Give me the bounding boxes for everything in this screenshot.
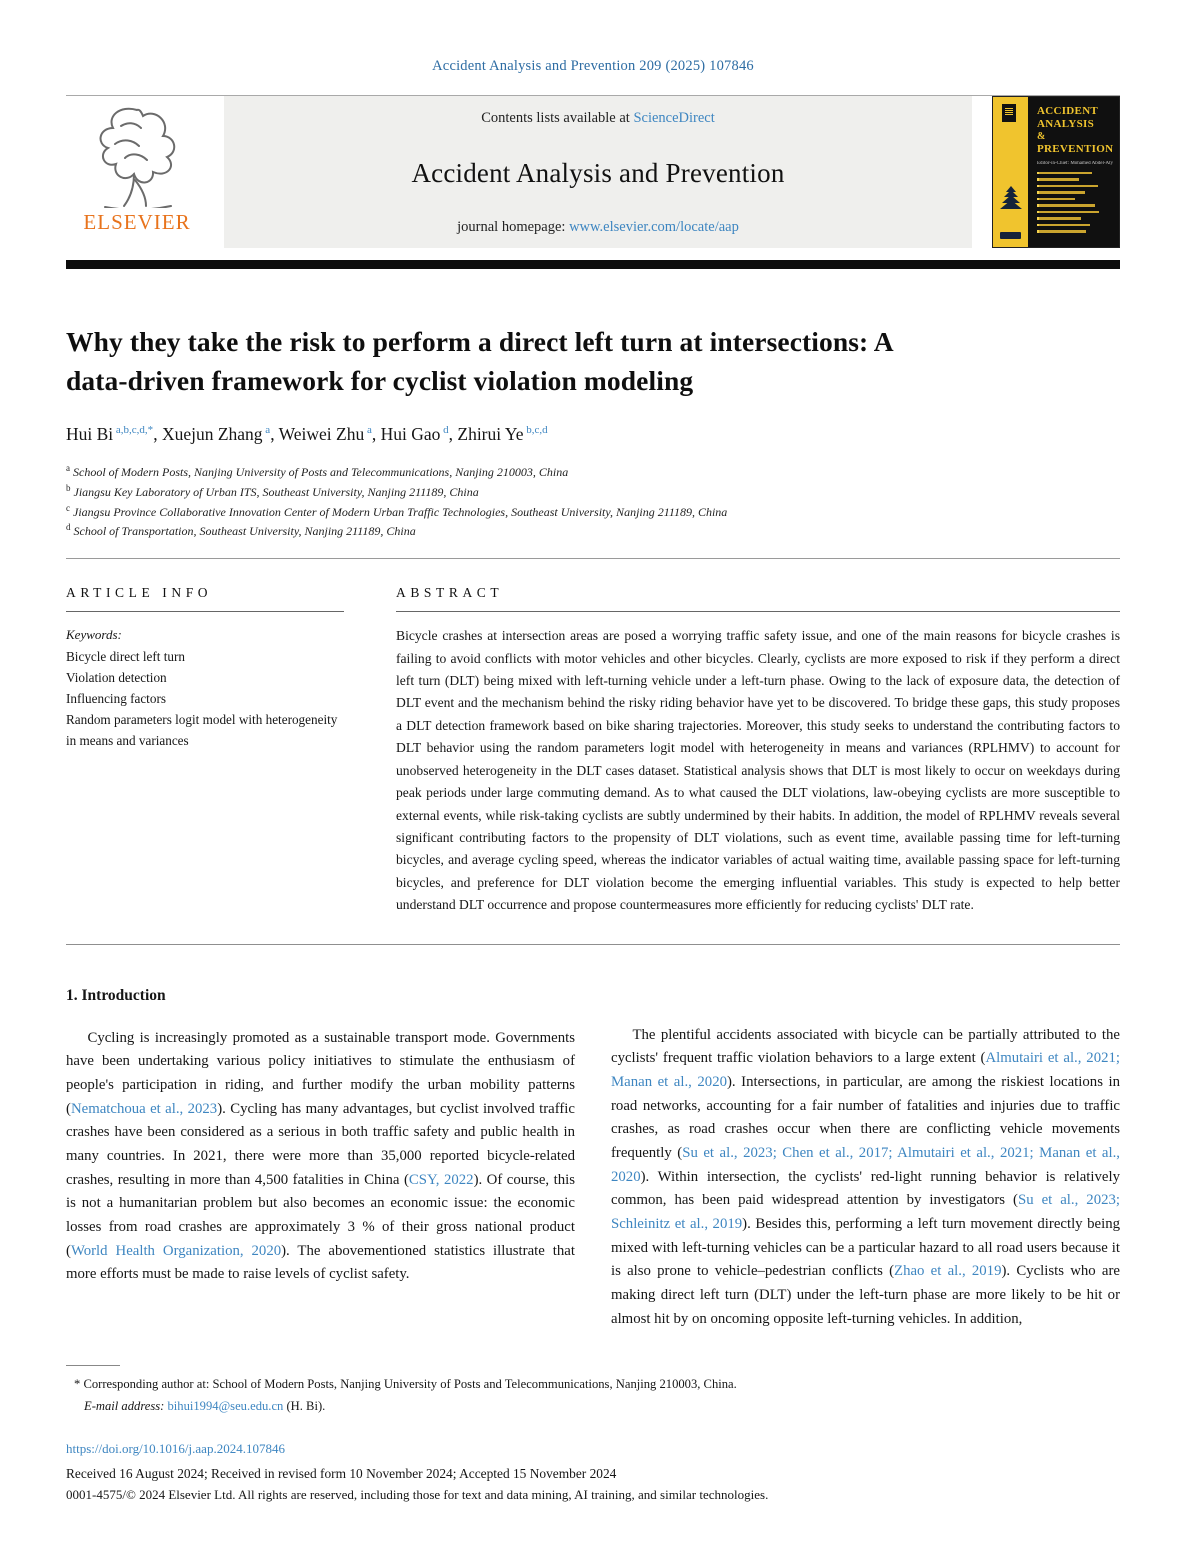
abstract-bottom-divider (66, 944, 1120, 945)
keywords-block (66, 625, 344, 751)
journal-banner (224, 96, 972, 248)
cover-title-line1: ACCIDENT (1037, 105, 1099, 117)
intro-paragraph-right: The plentiful accidents associated with bicycle can be partially attributed to the cyclists' frequent traffic violation behaviors to a large extent (Almutairi et al., 2021; Manan et al., 2020). Intersections, in particular, are among the riskiest locations in road networks, accounting for a fair number of fatalities and injuries due to traffic crashes, as road crashes occur when there are conflicting vehicle movements frequently (Su et al., 2023; Chen et al., 2017; Almutairi et al., 2021; Manan et al., 2020). Within intersection, the cyclists' red-light running behavior is relatively common, has been paid widespread attention by investigators (Su et al., 2023; Schleinitz et al., 2019). Besides this, performing a left turn movement directly being mixed with left-turning vehicles can be a particular hazard to all road users because it is also prone to vehicle–pedestrian conflicts (Zhao et al., 2019). Cyclists who are making direct left turn (DLT) under the left-turn phase are more likely to be hit or almost hit by on oncoming opposite left-turning vehicles. In addition, (611, 1026, 1121, 1327)
doi-link[interactable]: https://doi.org/10.1016/j.aap.2024.107846 (66, 1441, 285, 1457)
cover-editor-line: Editor-in-Chief: Mohamed Abdel-Aty (1037, 160, 1113, 166)
cover-title-line4: PREVENTION (1037, 142, 1114, 155)
text-link[interactable]: a (262, 424, 271, 437)
cover-tree-icon (999, 186, 1022, 217)
affiliation-divider (66, 558, 1120, 559)
text-link[interactable]: Su et al., 2023; Chen et al., 2017; Almutairi et al., 2021; Manan et al., 2020 (611, 1145, 1120, 1185)
text-link[interactable]: Zhao et al., 2019 (894, 1263, 1002, 1280)
info-abstract-section (66, 585, 1120, 916)
cover-emblem-icon (1002, 104, 1016, 122)
copyright-line: 0001-4575/© 2024 Elsevier Ltd. All rights are reserved, including those for text and data mining, AI training, and similar technologies. (66, 1487, 769, 1503)
article-footer (66, 1441, 1120, 1503)
journal-cover-thumbnail[interactable] (992, 96, 1120, 248)
text-link[interactable]: www.elsevier.com/locate/aap (569, 219, 739, 235)
text-link[interactable]: CSY, 2022 (408, 1171, 474, 1188)
affiliation-c: $^c$ Jiangsu Province Collaborative Innovation Center of Modern Urban Traffic Technologies, Southeast University, Nanjing 211189, China (66, 502, 728, 519)
abstract-text: Bicycle crashes at intersection areas are posed a worrying traffic safety issue, and one of the main reasons for bicycle crashes is failing to avoid conflicts with motor vehicles and other bicycles. Clearly, cyclists are more exposed to risk if they perform a direct left turn (DLT) being mixed with left-turning vehicle under a left-turn phase. Owing to the lack of exposure data, the detection of DLT event and the mechanism behind the risky riding behavior have yet to be discovered. To bridge these gaps, this study proposes a DLT detection framework based on bike sharing trajectories. Moreover, this study seeks to understand the contributing factors to DLT behavior using the random parameters logit model with heterogeneity in means and variances (RPLHMV) to account for unobserved heterogeneity in the DLT cases dataset. Statistical analysis shows that DLT is most likely to occur on weekdays during peak periods under large commuting demand. As to what caused the DLT violations, law-obeying cyclists are more susceptible to external events, while risk-taking cyclists are subtly undermined by their habits. In addition, the model of RPLHMV reveals several significant contributing factors to the propensity of DLT violations, such as event time, available passing time for left-turning bicycles, and average cycling speed, whereas the indicator variables of actual waiting time, available passing space for left-turning bicycles, and preference for DLT violation become the emerging influential variables. This study is expected to help better understand DLT occurrence and propose countermeasures more efficiently for reducing cyclists' DLT rate. (396, 628, 1120, 913)
text-link[interactable]: a,b,c,d,* (113, 424, 154, 437)
contents-line: Contents lists available at ScienceDirect (481, 110, 715, 126)
journal-header (66, 96, 1120, 248)
received-dates: Received 16 August 2024; Received in revised form 10 November 2024; Accepted 15 November 2024 (66, 1466, 617, 1482)
elsevier-tree-icon (85, 104, 189, 208)
article-info-heading: ARTICLE INFO (66, 585, 213, 601)
cover-topic-list (1037, 172, 1113, 233)
keyword-item: Violation detection (66, 670, 167, 686)
corresponding-author-note: * Corresponding author at: School of Modern Posts, Nanjing University of Posts and Telecommunications, Nanjing 210003, China. (74, 1377, 737, 1392)
footnote-rule (66, 1365, 120, 1366)
right-column (611, 987, 1120, 1332)
header-black-bar (66, 260, 1120, 269)
cover-title-line2: ANALYSIS (1037, 117, 1095, 130)
text-link[interactable]: Almutairi et al., 2021; Manan et al., 2020 (611, 1050, 1121, 1091)
cover-yellow-strip (993, 97, 1028, 247)
text-link[interactable]: World Health Organization, 2020 (70, 1242, 282, 1259)
introduction-section (66, 987, 1120, 1332)
author-list: Hui Bi $^{a,b,c,d,*}$, Xuejun Zhang $^a$, Weiwei Zhu $^a$, Hui Gao $^d$, Zhirui Ye $^{b,c,d}$ (66, 424, 548, 444)
text-link[interactable]: ScienceDirect (633, 110, 715, 126)
article-info-rule (66, 611, 344, 612)
affiliation-a: $^a$ School of Modern Posts, Nanjing University of Posts and Telecommunications, Nanjing 210003, China (66, 463, 569, 479)
abstract-column (396, 585, 1120, 916)
keywords-label: Keywords: (66, 627, 122, 643)
journal-citation[interactable]: Accident Analysis and Prevention 209 (2025) 107846 (432, 58, 754, 74)
intro-paragraph-left: Cycling is increasingly promoted as a sustainable transport mode. Governments have been undertaking various policy initiatives to stimulate the enthusiasm of people's participation in riding, and further modify the urban mobility patterns (Nematchoua et al., 2023). Cycling has many advantages, but cyclist involved traffic crashes have been considered as a serious in both traffic safety and public health in many countries. In 2021, there were more than 35,000 reported bicycle-related crashes, resulting in more than 4,500 fatalities in China (CSY, 2022). Of course, this is not a humanitarian problem but also becomes an economic issue: the economic losses from road crashes are approximately 3 % of their gross national product (World Health Organization, 2020). The abovementioned statistics illustrate that more efforts must be made to raise levels of cyclist safety. (66, 1029, 575, 1283)
cover-main-panel (1028, 97, 1119, 247)
text-link[interactable]: Su et al., 2023; Schleinitz et al., 2019 (611, 1192, 1120, 1233)
text-link[interactable]: bihui1994@seu.edu.cn (167, 1398, 284, 1413)
cover-sciencedirect-badge (1000, 232, 1021, 239)
keyword-item: Bicycle direct left turn (66, 648, 186, 664)
abstract-heading: ABSTRACT (396, 585, 504, 601)
elsevier-wordmark: ELSEVIER (83, 210, 191, 234)
text-link[interactable]: Nematchoua et al., 2023 (70, 1100, 218, 1117)
affiliation-b: $^b$ Jiangsu Key Laboratory of Urban ITS, Southeast University, Nanjing 211189, China (66, 482, 479, 499)
keyword-item: Random parameters logit model with heterogeneity in means and variances (66, 712, 338, 749)
article-info-column (66, 585, 344, 916)
email-note: E-mail address: bihui1994@seu.edu.cn (H. Bi). (84, 1398, 326, 1413)
affiliation-d: $^d$ School of Transportation, Southeast University, Nanjing 211189, China (66, 522, 416, 539)
article-title: Why they take the risk to perform a direct left turn at intersections: A data-driven framework for cyclist violation modeling (66, 326, 894, 396)
journal-title: Accident Analysis and Prevention (411, 157, 785, 188)
keyword-item: Influencing factors (66, 691, 166, 707)
text-link[interactable]: b,c,d (523, 424, 548, 437)
homepage-line: journal homepage: www.elsevier.com/locate/aap (457, 219, 739, 235)
elsevier-logo[interactable] (66, 96, 208, 248)
abstract-rule (396, 611, 1120, 612)
text-link[interactable]: a (364, 424, 372, 437)
footnote-block (66, 1365, 1120, 1417)
cover-title-line3: & (1037, 130, 1046, 142)
text-link[interactable]: d (440, 424, 449, 437)
affiliations (66, 463, 1120, 542)
left-column (66, 987, 575, 1332)
introduction-heading: 1. Introduction (66, 986, 166, 1004)
